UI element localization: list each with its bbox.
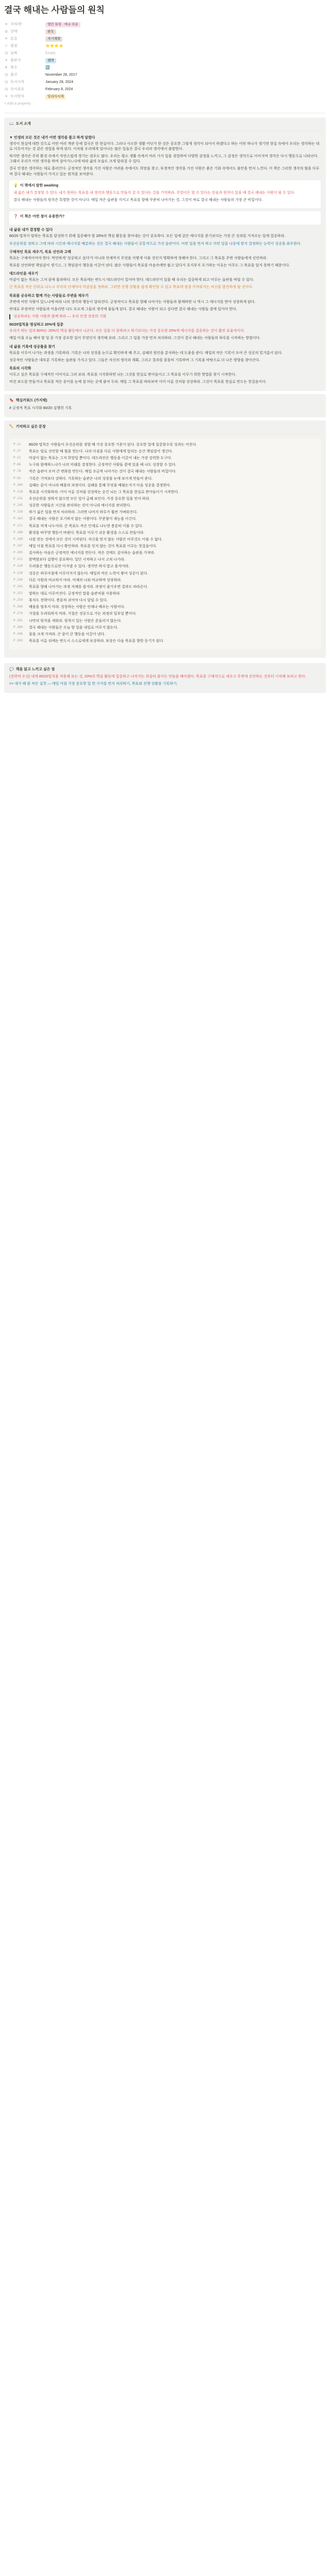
inner-callout [9,180,321,208]
note-item [13,591,317,597]
inner-callout-header [13,214,317,219]
property-row[interactable] [4,50,326,57]
note-page: P.145 [13,503,23,507]
note-text: 하기 싫은 일을 먼저 처리하라. 그러면 나머지 하루가 훨씬 가벼워진다. [29,511,138,515]
property-text: ⭐⭐⭐⭐ [45,44,63,48]
note-page: P.66 [13,463,21,467]
property-type-icon: ◷ [4,73,8,77]
paragraph: 비전 보드를 만들거나 목표를 적은 종이를 눈에 잘 띄는 곳에 붙여 두라. 매일 그 목표를 바라보며 이미 이룬 것처럼 상상하라. 그것이 목표를 현실로 만드는 첫걸음이다. [9,380,267,384]
paragraph: 반대로 부정적인 사람들과 어울리면 나도 모르게 그들의 생각에 물들게 된다. 결국 해내는 사람이 되고 싶다면 결국 해내는 사람들 곁에 있어야 한다. [9,307,237,311]
note-page: P.212 [13,557,23,562]
note-text: 매일 아침 목표를 다시 확인하라. 목표를 잊지 않는 것이 목표를 이루는 첫걸음이다. [29,544,157,548]
section-body [13,191,317,203]
property-text: February 8, 2024 [45,87,73,91]
note-item [13,544,317,549]
property-type-icon: ≡ [5,94,8,98]
note-text: 거절을 두려워하지 마라. 거절은 성공으로 가는 과정의 일부일 뿐이다. [29,612,137,616]
note-text: 목표를 향해 나아가는 과정 자체를 즐겨라. 과정이 즐거우면 결과도 따라온다. [29,585,148,589]
note-page: P.131 [13,496,23,500]
keywords-callout-title: 핵심키워드 (가지택) [15,399,47,403]
property-tag: 완독 [45,29,56,35]
note-item [13,449,317,454]
paragraph: 주변에 어떤 사람이 있느냐에 따라 나의 생각과 행동이 달라진다. 긍정적이고 목표를 향해 나아가는 사람들과 함께하면 나 역시 그 에너지를 받아 성장하게 된다. [9,300,256,304]
note-item [13,483,317,488]
property-key-label: 출판사 [10,58,21,62]
paragraph: >> 내가 해 볼 작은 실천 — 매일 아침 가장 중요한 일 한 가지를 먼저 처리하기, 목표와 진행 상황을 기록하기. [9,682,178,686]
property-key-label: 분류 [10,37,18,41]
note-text: 꿈을 크게 가져라. 큰 꿈이 큰 행동을 이끌어 낸다. [29,632,105,636]
bookmark-icon: 🔖 [9,399,14,403]
note-item [13,585,317,590]
note-page: P.303 [13,638,23,642]
note-text: 완벽함보다 실행이 중요하다. 일단 시작하고 나서 고쳐 나가라. [29,558,125,562]
property-tag: 밀리의서재 [45,94,65,99]
paragraph: 우리가 하는 일의 80%는 20%의 핵심 활동에서 나온다. 모든 일을 다 잘하려고 하기보다는 가장 중요한 20%에 에너지를 집중하는 것이 훨씬 효율적이다. [9,329,245,333]
section-heading: 목표를 공유하고 함께 가는 사람들로 주변을 채우기 [9,294,89,298]
note-item [13,598,317,603]
note-page: P.281 [13,618,23,622]
note-item [13,456,317,461]
note-page: P.251 [13,591,23,595]
property-key-label: 평점 [10,44,18,48]
note-item [13,557,317,563]
note-text: 다른 사람과 비교하지 마라. 어제의 나와 비교하며 성장하라. [29,578,122,582]
note-text: 마감이 없는 목표는 그저 희망일 뿐이다. 데드라인은 행동을 이끌어 내는 가장 강력한 도구다. [29,456,172,461]
property-key [4,29,45,35]
section-body [9,351,321,363]
note-page: P.78 [13,469,21,473]
property-value[interactable] [45,44,63,49]
note-item [13,625,317,631]
note-item [13,469,317,474]
review-body [9,674,321,687]
property-key-label: 날짜 [10,51,18,55]
note-item [13,632,317,637]
section-body [9,372,321,385]
property-key [4,58,45,63]
property-key-label: 저자/편 [10,22,22,26]
paragraph: 하지만 생각은 주위 환경 속에서 자연스럽게 생기는 경우도 많다. 우리는 평소 생활 속에서 여러 가지 일을 경험하며 다양한 감정을 느끼고, 그 감정은 생각으로 이어지며 생각은 다시 행동으로 나타난다. 그래서 우리가 어떤 생각을 하며 살아가느냐에 따라 삶의 모습도 크게 달라질 수 있다. [9,155,319,164]
property-key [4,44,45,49]
note-text: 80/20 법칙은 사람들이 우선순위를 정할 때 가장 중요한 기준이 된다. 중요한 일에 집중할수록 성과는 커진다. [29,443,197,447]
property-value[interactable] [45,94,65,99]
note-page: P.266 [13,605,23,609]
question-icon: ❓ [13,215,18,219]
section-heading: 내 삶을 기록에 성공률을 찾기 [9,345,55,349]
note-item [13,477,317,482]
note-page: P.228 [13,571,23,575]
note-text: 성공은 하루아침에 이루어지지 않는다. 매일의 작은 노력이 쌓여 성공이 된다. [29,571,148,575]
note-page: P.51 [13,456,21,460]
property-key-label: 독서시작 [10,80,25,84]
note-page: P.236 [13,578,23,582]
property-value[interactable] [45,58,56,63]
section-body [9,278,321,290]
section-heading: 이 책에서 말한 awaiting [20,183,59,188]
property-type-icon: ≡ [5,22,8,26]
note-item [13,443,317,448]
paragraph: 성공적인 사람들은 대부분 기록하는 습관을 가지고 있다. 그들은 자신의 생각과 계획, 그리고 결과를 꼼꼼히 기록하며 그 기록을 바탕으로 더 나은 방향을 찾아간다. [9,358,260,362]
property-text: November 28, 2017 [45,73,77,77]
property-row[interactable] [4,36,326,43]
note-page: P.189 [13,537,23,541]
note-item [13,571,317,577]
property-value[interactable] [45,80,73,85]
property-text: January 28, 2024 [45,80,74,84]
property-type-icon: ≡ [5,37,8,41]
property-key-label: 독서종료 [10,87,25,91]
property-type-icon: ◷ [4,80,8,84]
paragraph: 목표를 이루어 나가는 과정을 기록하라. 기록은 나의 성장을 눈으로 확인하게 해 주고, 실패의 원인을 분석하는 데 도움을 준다. 매일의 작은 기록이 모여 큰 성공의 밑거름이 된다. [9,351,283,355]
property-type-icon: ◷ [4,87,8,91]
property-key-label: 출간 [10,73,18,77]
paragraph: 큰 목표를 작은 단위로 나누고 각각의 단계마다 마감일을 정하라. 그러면 진행 상황을 쉽게 확인할 수 있고 목표에 점점 가까워지는 자신을 발견하게 될 것이다. [9,285,253,290]
property-value[interactable] [45,87,73,92]
property-row[interactable] [4,79,326,86]
property-value[interactable] [45,73,77,78]
note-text: 두려움은 행동으로만 이겨낼 수 있다. 생각만 하지 말고 움직여라. [29,565,130,569]
note-page: P.158 [13,510,23,514]
section-heading: 80/20법칙을 명심하고 20%에 집중 [9,323,63,327]
property-row[interactable] [4,43,326,50]
note-item [13,531,317,536]
property-type-icon: ◎ [4,29,8,33]
paragraph: 결국 해내는 사람들의 원칙은 특별한 것이 아니다. 매일 작은 습관을 지키고 목표를 향해 꾸준히 나아가는 것, 그것이 바로 결국 해내는 사람들의 가장 큰 비밀이다. [13,198,263,202]
property-text: 🔤 [45,65,50,70]
note-text: 기록은 기억보다 강하다. 기록하는 습관은 나의 성장을 눈에 보이게 만들어 준다. [29,477,153,481]
note-text: 배움을 멈추지 마라. 성장하는 사람은 언제나 배우는 사람이다. [29,605,125,609]
property-text: Empty [45,51,56,55]
property-value[interactable] [45,37,62,42]
keywords-callout [4,394,326,417]
review-callout-header [9,667,321,672]
property-key [4,51,45,56]
note-page: P.171 [13,523,23,528]
property-row[interactable] [4,57,326,64]
property-row[interactable] [4,64,326,72]
note-item [13,524,317,529]
book-icon: 📖 [9,122,14,126]
note-item [13,517,317,522]
note-page: P.197 [13,544,23,548]
note-page: P.104 [13,483,23,487]
notes-callout [4,420,326,658]
note-item [13,503,317,509]
note-text: 나만의 원칙을 세워라. 원칙이 있는 사람은 흔들리지 않는다. [29,619,122,623]
add-property-button[interactable]: + Add a property [4,101,31,106]
note-item [13,578,317,583]
property-key [4,94,45,99]
note-text: 환경을 바꾸면 행동이 바뀐다. 목표를 이루기 쉬운 환경을 스스로 만들어라. [29,531,145,535]
notes-callout-title: 기억하고 싶은 문장 [15,425,46,429]
note-text: 목표를 이룬 뒤에는 반드시 스스로에게 보상하라. 보상은 다음 목표를 향한 동기가 된다. [29,639,164,643]
property-key [4,87,45,92]
note-item [13,619,317,624]
note-page: P.37 [13,449,21,453]
review-callout [4,663,326,693]
property-value[interactable] [45,22,80,27]
paragraph: 생각이 현실에 대한 것으로 어떤 여러 객관 등에 결국은 한 현실이다. 그러나 사소한 생활 어딘가 한 것은 중요한 그렇게 생각이 되어서 하겠다고 하는 어떤 하나가 생기면 현실 속에서 우리는 생각하는 대로 이루어지는 것 같은 경험을 하게 된다. 이처럼 우리에게 일어나는 많은 일들은 결국 우리의 생각에서 출발한다. [9,142,320,151]
property-type-icon: ☆ [4,44,8,48]
note-text: 우선순위를 정하지 않으면 모든 일이 급해 보인다. 가장 중요한 일을 먼저 하라. [29,497,150,501]
notes-callout-header [9,425,321,430]
section-heading: 데드라인을 세우기 [9,272,39,276]
keywords-callout-header [9,398,321,403]
paragraph: 목표를 선언하면 책임감이 생기고, 그 책임감이 행동을 이끌어 낸다. 많은 사람들이 목표를 마음속에만 품고 있다가 흐지부지 포기하는 이유는 아무도 그 목표를 알지 못하기 때문이다. [9,264,290,268]
note-page: P.274 [13,612,23,616]
section-body [9,234,321,246]
inner-callout-header [13,183,317,189]
section-heading[interactable]: ▼ 인생의 모든 것은 내가 어떤 생각을 품고 하게 달렸다 [9,135,95,140]
property-tag: 자기계발 [45,37,62,42]
note-page: P.243 [13,584,23,588]
note-text: 나를 믿는 것에서 모든 것이 시작된다. 자신을 믿지 않는 사람은 아무것도 이룰 수 없다. [29,537,163,541]
note-page: P.296 [13,632,23,636]
note-item [13,490,317,495]
section-body [9,329,321,341]
lightbulb-icon: 💡 [13,183,18,188]
note-text: 성공한 사람들은 시간을 관리하는 것이 아니라 에너지를 관리한다. [29,504,131,508]
note-text: 말하는 대로 이루어진다. 긍정적인 말을 습관처럼 사용하라. [29,591,121,596]
note-text: 휴식도 전략이다. 충분히 쉬어야 다시 달릴 수 있다. [29,599,108,603]
note-page: P.92 [13,476,21,480]
note-item [13,537,317,543]
note-page: P.163 [13,517,23,521]
section-body [9,256,321,268]
property-row[interactable] [4,28,326,36]
paragraph: 마감이 없는 목표는 그저 꿈에 불과하다. 모든 목표에는 반드시 데드라인이 있어야 한다. 데드라인이 있을 때 우리는 집중하게 되고 미루는 습관을 버릴 수 있다. [9,278,254,282]
note-text: 결국 해내는 사람은 포기하지 않는 사람이다. 꾸준함이 재능을 이긴다. [29,517,137,521]
paragraph: 우선순위를 정하고 그에 따라 시간과 에너지를 배분하는 것은 결국 해내는 사람들이 공통적으로 가진 습관이다. 어떤 일을 먼저 하고 어떤 일을 나중에 할지 결정하는 능력이 성공을 좌우한다. [9,242,302,246]
page-title: 결국 해내는 사람들의 원칙 [4,5,105,15]
note-page: P.21 [13,442,21,446]
note-page: P.180 [13,530,23,534]
property-row[interactable] [4,93,326,100]
section-body [9,142,321,177]
summary-callout [4,117,326,392]
note-item [13,497,317,502]
speech-bubble-icon: 💬 [9,668,14,672]
property-key [4,22,45,27]
property-value[interactable] [45,51,56,56]
paragraph: (전략적 우선) 내게 80/20법칙을 적용해 보는 것, 20%의 핵심 활동에 집중하고 나머지는 과감히 줄이는 연습을 해야겠다. 목표를 구체적으로 세우고 주변에 선언하는 것부터 시작해 보려고 한다. [9,675,306,679]
note-page: P.220 [13,564,23,568]
paragraph: 매일 아침 오늘 해야 할 일 중 가장 중요한 일이 무엇인지 생각해 보라. 그리고 그 일을 가장 먼저 처리하라. 그것이 결국 해내는 사람들의 하루를 시작하는 방법이다. [9,336,261,341]
property-type-icon: ≡ [5,58,8,62]
note-item [13,639,317,644]
property-key-label: 독서방식 [10,94,25,98]
note-page: P.205 [13,551,23,555]
property-key [4,80,45,85]
note-page: P.118 [13,489,23,494]
note-text: 실패는 끝이 아니라 배움의 과정이다. 실패를 통해 무엇을 배웠는지가 다음 성공을 결정한다. [29,483,171,487]
keywords-line: # 긍정적 목표 시각화 80/20 실행력 기록 [9,406,72,410]
review-callout-title: 책을 읽고 느끼고 싶은 점 [15,668,55,672]
paragraph: 목표는 구체적이어야 한다. 막연하게 '성공하고 싶다'가 아니라 언제까지 무엇을 어떻게 이룰 것인지 명확하게 정해야 한다. 그리고 그 목표를 주변 사람들에게 선언하라. [9,256,268,260]
note-item [13,564,317,569]
property-key [4,65,45,71]
note-text: 결국 해내는 사람들은 오늘 할 일을 내일로 미루지 않는다. [29,625,119,630]
section-heading: 목표의 시각화 [9,367,31,370]
pencil-icon: ✏️ [9,425,14,429]
quote-block: 성공하려는 사람 사람과 함께 하라 — 우리 인생 성장의 기회 [9,314,321,319]
note-text: 누구와 함께하느냐가 나의 미래를 결정한다. 긍정적인 사람들 곁에 있을 때 나도 성장할 수 있다. [29,463,177,467]
paragraph: 결국 인생은 생각하는 대로 흘러간다. 긍정적인 생각을 가진 사람은 어려움 속에서도 희망을 찾고, 부정적인 생각을 가진 사람은 좋은 기회 속에서도 불안을 먼저 느낀다. 이 책은 그러한 생각의 힘을 다루며 결국 해내는 사람들이 가지고 있는 원칙을 보여준다. [9,167,320,176]
property-key [4,73,45,78]
property-key-label: 쪽수 [10,65,18,70]
inner-callout [9,211,321,225]
summary-callout-header [9,122,321,127]
section-body [9,300,321,312]
property-row[interactable] [4,86,326,93]
paragraph: 내 삶은 내가 결정할 수 있다. 내가 원하는 목표를 내 생각과 행동으로 만들어 갈 수 있다는 것을 기억하라. 무엇이든 할 수 있다는 믿음과 원칙이 있을 때 결국 해내는 사람이 될 수 있다. [13,191,295,195]
note-text: 목표를 작게 나누어라. 큰 목표도 작은 단계로 나누면 충분히 이룰 수 있다. [29,524,143,528]
section-heading: 이 책은 어떤 점이 유용한가? [20,215,65,219]
note-text: 목표는 말로 선언할 때 힘을 얻는다. 나의 다짐을 다른 사람에게 알리는 순간 책임감이 생긴다. [29,449,173,453]
property-row[interactable] [4,72,326,79]
section-heading: 내 삶을 내가 결정할 수 있다 [9,228,53,232]
property-type-icon: ◷ [4,51,8,55]
property-tag: 앨런 튜링 · 매슈 라운 [45,22,80,27]
note-item [13,605,317,610]
note-item [13,551,317,556]
note-page: P.259 [13,598,23,602]
note-text: 목표를 시각화하라. 이미 이룬 것처럼 상상하는 순간 뇌는 그 목표를 현실로 받아들이기 시작한다. [29,490,179,494]
paragraph: 80/20 법칙이 말하는 목표를 달성하기 위해 집중해야 할 20%의 핵심 활동을 찾아내는 것이 중요하다. 모든 일에 같은 에너지를 쏟기보다는 가장 큰 성과를 가져오는 일에 집중하라. [9,234,286,239]
notes-list [9,438,321,650]
property-key-label: 상태 [10,29,18,33]
note-page: P.289 [13,625,23,629]
note-text: 감사하는 마음은 긍정적인 에너지를 만든다. 작은 것에도 감사하는 습관을 가져라. [29,551,155,555]
note-item [13,510,317,515]
property-value[interactable] [45,65,50,71]
summary-callout-title: 도서 소개 [15,122,31,126]
property-row[interactable] [4,21,326,28]
section-heading: 구체적인 목표 세우기, 목표 선언과 고백 [9,250,71,254]
properties-table [4,21,326,108]
paragraph: 이루고 싶은 목표를 구체적인 이미지로 그려 보라. 목표를 시각화하면 뇌는 그것을 현실로 받아들이고 그 목표를 이루기 위한 방법을 찾기 시작한다. [9,373,236,377]
property-tag: 쌤앤 [45,58,56,63]
note-text: 작은 습관이 모여 큰 변화를 만든다. 매일 조금씩 나아가는 것이 결국 해내는 사람들의 비밀이다. [29,470,177,474]
note-item [13,612,317,617]
property-value[interactable] [45,29,56,35]
property-type-icon: # [5,65,7,70]
note-item [13,463,317,468]
property-key [4,37,45,42]
